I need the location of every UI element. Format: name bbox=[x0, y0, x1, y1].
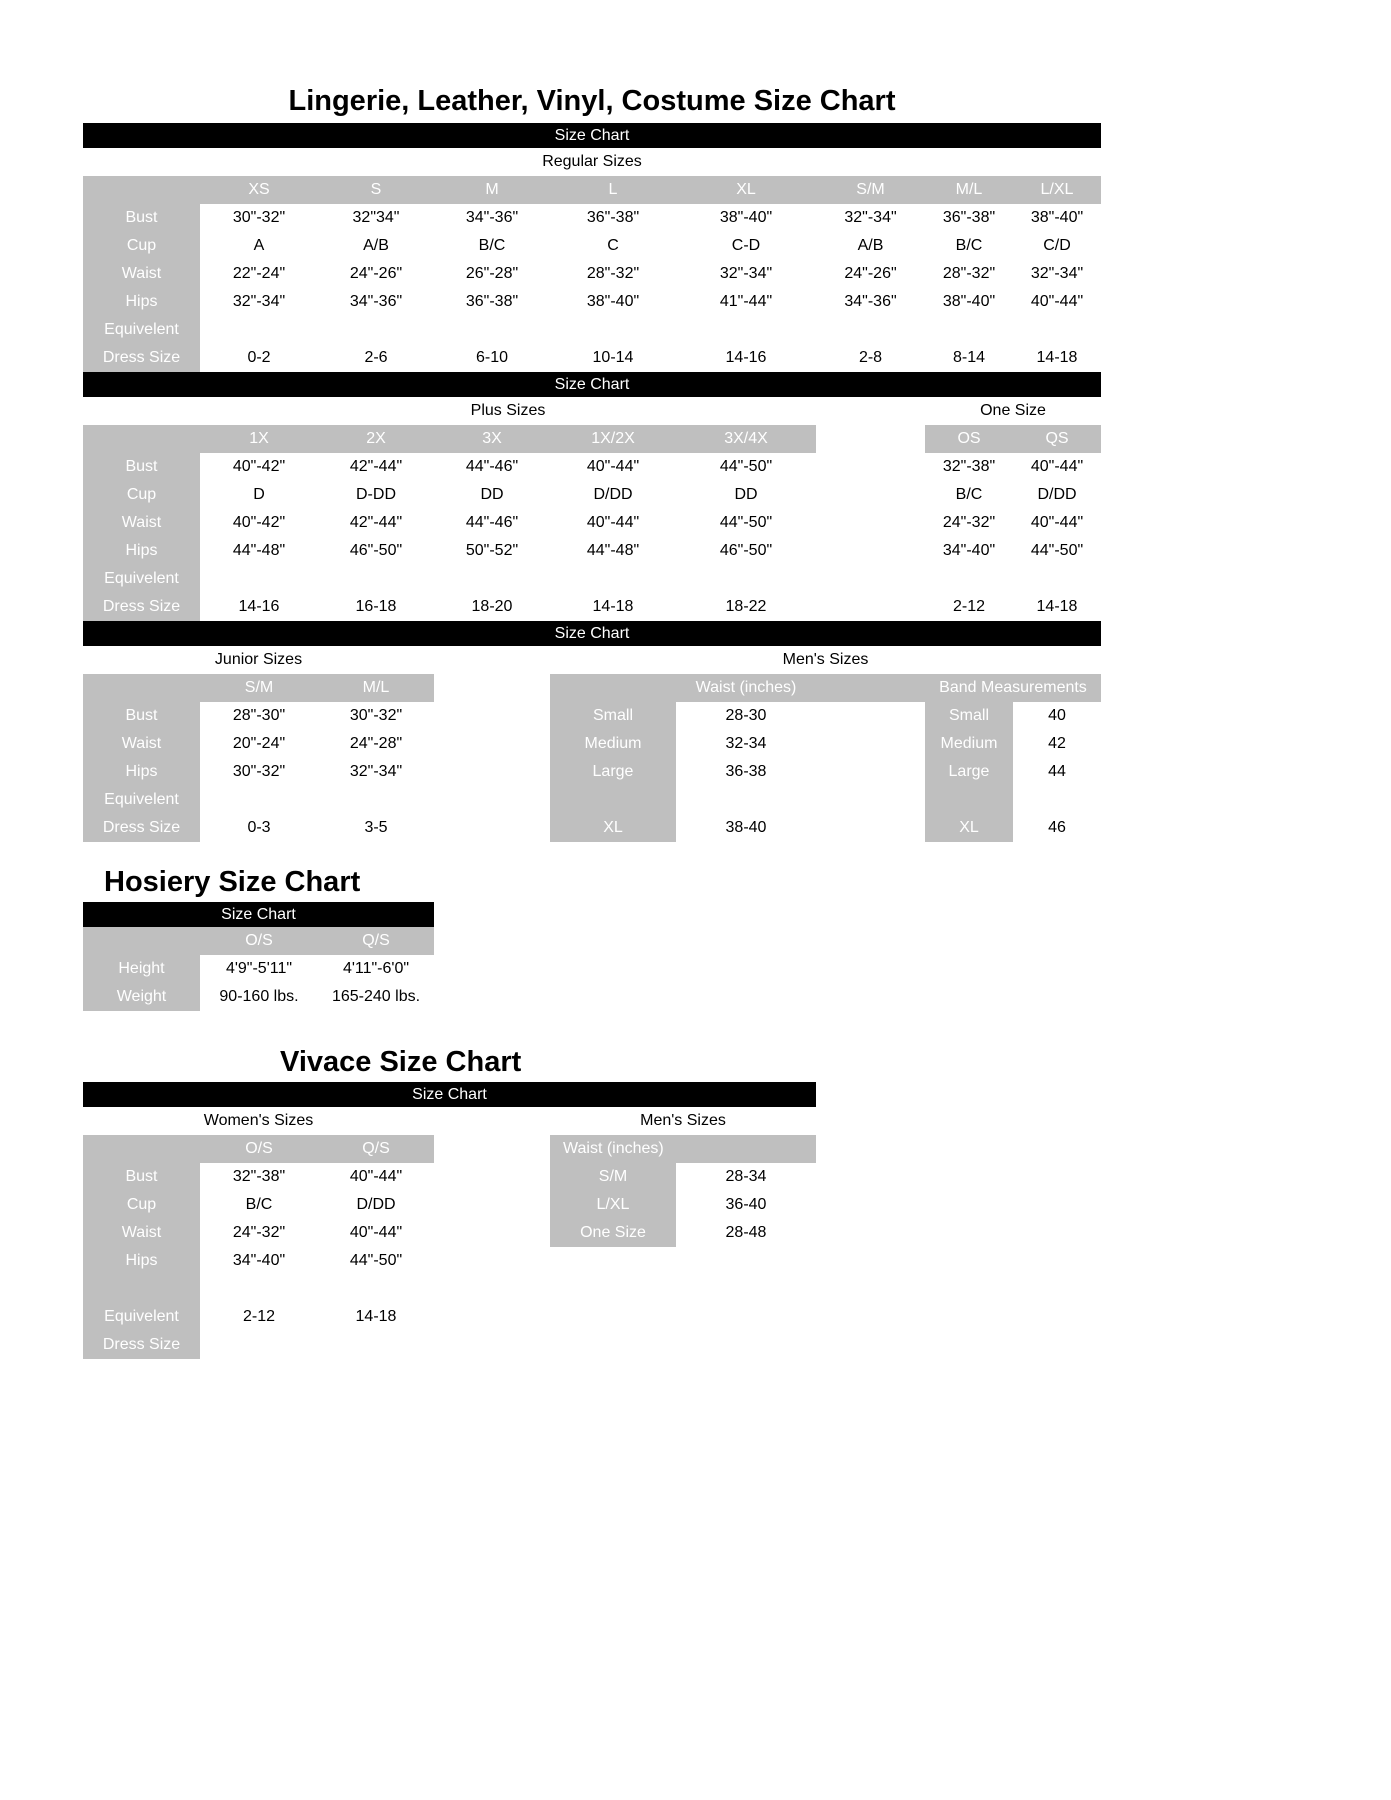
size-cell: 14-18 bbox=[1036, 349, 1078, 366]
size-cell: 36"-38" bbox=[465, 293, 519, 310]
row-label: Hips bbox=[83, 1247, 200, 1275]
group-label-junior: Junior Sizes bbox=[214, 651, 303, 668]
size-cell: D/DD bbox=[356, 1196, 396, 1213]
row-label: Weight bbox=[83, 983, 200, 1011]
size-cell: 34"-36" bbox=[349, 293, 403, 310]
size-cell: 40 bbox=[1048, 707, 1066, 724]
col-header: XS bbox=[200, 176, 318, 204]
size-cell: 14-16 bbox=[238, 598, 280, 615]
size-cell: 24"-26" bbox=[349, 265, 403, 282]
row-label: Large bbox=[550, 758, 676, 786]
size-cell: 42"-44" bbox=[349, 514, 403, 531]
junior-bust-mens-small-row bbox=[83, 702, 1391, 730]
size-cell: 34"-36" bbox=[465, 209, 519, 226]
size-cell: 0-2 bbox=[247, 349, 271, 366]
size-cell: B/C bbox=[955, 237, 983, 254]
size-cell: 32"-34" bbox=[844, 209, 897, 226]
size-cell: 44"-46" bbox=[465, 514, 519, 531]
spacer bbox=[816, 453, 925, 481]
row-label-dress-size: Equivelent Dress Size bbox=[83, 786, 200, 842]
size-cell: 36"-38" bbox=[942, 209, 996, 226]
size-cell: 4'9"-5'11" bbox=[225, 960, 293, 977]
size-cell: 8-14 bbox=[952, 349, 986, 366]
col-header: O/S bbox=[200, 927, 318, 955]
spacer bbox=[816, 537, 925, 565]
spacer bbox=[83, 397, 200, 425]
page-title: Lingerie, Leather, Vinyl, Costume Size Chart bbox=[288, 85, 896, 117]
size-chart-bar: Size Chart bbox=[83, 123, 1101, 148]
spacer bbox=[434, 1107, 550, 1135]
size-cell: D bbox=[253, 486, 265, 503]
group-label-row bbox=[83, 148, 1391, 176]
spacer bbox=[816, 786, 925, 842]
row-label: Medium bbox=[925, 730, 1013, 758]
row-label: Bust bbox=[83, 204, 200, 232]
size-chart-bar: Size Chart bbox=[83, 1082, 816, 1107]
row-label: Small bbox=[925, 702, 1013, 730]
group-label-mens: Men's Sizes bbox=[782, 651, 869, 668]
row-label: L/XL bbox=[550, 1191, 676, 1219]
size-cell: 32"-34" bbox=[1030, 265, 1084, 282]
corner-cell bbox=[550, 674, 676, 702]
size-cell: D/DD bbox=[1037, 486, 1077, 503]
size-cell: 24"-26" bbox=[844, 265, 897, 282]
group-label-mens: Men's Sizes bbox=[640, 1112, 726, 1129]
col-header: M bbox=[434, 176, 550, 204]
size-cell: 14-18 bbox=[592, 598, 634, 615]
spacer bbox=[434, 786, 550, 842]
col-header: M/L bbox=[318, 674, 434, 702]
group-label-womens: Women's Sizes bbox=[203, 1112, 314, 1129]
spacer bbox=[816, 397, 925, 425]
row-label: Large bbox=[925, 758, 1013, 786]
hosiery-height-row bbox=[83, 955, 1391, 983]
junior-dress-mens-xl-row bbox=[83, 786, 1391, 842]
size-cell: 46 bbox=[1048, 819, 1066, 836]
row-label: Waist bbox=[83, 509, 200, 537]
vivace-hips-row bbox=[83, 1247, 1391, 1275]
size-cell: 0-3 bbox=[247, 819, 271, 836]
regular-bust-row bbox=[83, 204, 1391, 232]
col-header: S/M bbox=[816, 176, 925, 204]
size-chart-bar: Size Chart bbox=[83, 902, 434, 927]
regular-waist-row bbox=[83, 260, 1391, 288]
size-cell: 2-12 bbox=[242, 1308, 276, 1325]
col-header: Q/S bbox=[318, 927, 434, 955]
row-label: Hips bbox=[83, 537, 200, 565]
vivace-dress-size-row bbox=[83, 1303, 1391, 1359]
hosiery-header-row bbox=[83, 927, 1391, 955]
size-cell: 28-48 bbox=[725, 1224, 767, 1241]
row-label: XL bbox=[925, 786, 1013, 842]
spacer bbox=[816, 565, 925, 621]
col-header: XL bbox=[676, 176, 816, 204]
size-cell: D/DD bbox=[593, 486, 633, 503]
row-label: S/M bbox=[550, 1163, 676, 1191]
col-header: 3X bbox=[434, 425, 550, 453]
vivace-blank-row bbox=[83, 1275, 1391, 1303]
size-cell: 44 bbox=[1048, 763, 1066, 780]
size-cell: 28"-32" bbox=[586, 265, 640, 282]
size-cell: 30"-32" bbox=[349, 707, 403, 724]
group-label-one-size: One Size bbox=[980, 402, 1046, 419]
corner-cell bbox=[83, 674, 200, 702]
size-cell: 40"-44" bbox=[1030, 514, 1084, 531]
size-cell: 38"-40" bbox=[1030, 209, 1084, 226]
size-cell: 40"-44" bbox=[1030, 293, 1084, 310]
col-header: QS bbox=[1013, 425, 1101, 453]
spacer bbox=[434, 702, 550, 730]
col-header: 1X/2X bbox=[550, 425, 676, 453]
size-cell: 10-14 bbox=[592, 349, 634, 366]
size-cell: 46"-50" bbox=[349, 542, 403, 559]
spacer bbox=[816, 481, 925, 509]
size-cell: 41"-44" bbox=[719, 293, 773, 310]
size-cell: 32"-38" bbox=[942, 458, 996, 475]
size-cell: 20"-24" bbox=[232, 735, 286, 752]
vivace-bust-row bbox=[83, 1163, 1391, 1191]
plus-bust-row bbox=[83, 453, 1391, 481]
size-cell: 28-30 bbox=[725, 707, 767, 724]
size-cell: 165-240 lbs. bbox=[331, 988, 421, 1005]
size-cell: 46"-50" bbox=[719, 542, 773, 559]
size-cell: 44"-50" bbox=[719, 458, 773, 475]
row-label: Hips bbox=[83, 758, 200, 786]
size-cell: 44"-46" bbox=[465, 458, 519, 475]
corner-cell bbox=[816, 674, 925, 702]
junior-waist-mens-medium-row bbox=[83, 730, 1391, 758]
size-cell: 44"-50" bbox=[1030, 542, 1084, 559]
size-cell: 16-18 bbox=[355, 598, 397, 615]
size-cell: 18-22 bbox=[725, 598, 767, 615]
row-label-dress-size: Equivelent Dress Size bbox=[83, 565, 200, 621]
spacer bbox=[816, 509, 925, 537]
row-label: Height bbox=[83, 955, 200, 983]
spacer bbox=[434, 674, 550, 702]
size-cell: 40"-42" bbox=[232, 458, 286, 475]
size-cell: 40"-44" bbox=[349, 1224, 403, 1241]
spacer bbox=[434, 1163, 550, 1191]
size-cell: 32"-38" bbox=[232, 1168, 286, 1185]
size-cell: 38"-40" bbox=[719, 209, 773, 226]
spacer bbox=[816, 425, 925, 453]
regular-header-row bbox=[83, 176, 1391, 204]
size-cell: 32"-34" bbox=[232, 293, 286, 310]
size-cell: 90-160 lbs. bbox=[219, 988, 299, 1005]
plus-header-row bbox=[83, 425, 1391, 453]
size-cell: 32-34 bbox=[725, 735, 767, 752]
size-cell: 40"-44" bbox=[1030, 458, 1084, 475]
corner-cell bbox=[83, 927, 200, 955]
size-cell: 40"-42" bbox=[232, 514, 286, 531]
vivace-header-row bbox=[83, 1135, 1391, 1163]
spacer bbox=[434, 1135, 550, 1163]
size-cell: 50"-52" bbox=[465, 542, 519, 559]
col-header-band-measurements: Band Measurements bbox=[925, 674, 1101, 702]
group-label-row bbox=[83, 397, 1391, 425]
corner-cell bbox=[83, 176, 200, 204]
size-cell: 6-10 bbox=[475, 349, 509, 366]
size-cell: 34"-40" bbox=[942, 542, 996, 559]
size-cell: A/B bbox=[857, 237, 884, 254]
row-label: Waist bbox=[83, 260, 200, 288]
size-cell: 2-12 bbox=[952, 598, 986, 615]
size-cell: A/B bbox=[363, 237, 389, 254]
row-label: Cup bbox=[83, 232, 200, 260]
size-cell: 40"-44" bbox=[586, 458, 640, 475]
col-header: 1X bbox=[200, 425, 318, 453]
size-cell: 28-34 bbox=[725, 1168, 767, 1185]
size-cell: 30"-32" bbox=[232, 209, 286, 226]
size-cell: DD bbox=[480, 486, 504, 503]
size-chart-bar: Size Chart bbox=[83, 372, 1101, 397]
spacer bbox=[434, 646, 550, 674]
row-label: XL bbox=[550, 786, 676, 842]
size-cell: 40"-44" bbox=[586, 514, 640, 531]
vivace-title: Vivace Size Chart bbox=[280, 1046, 522, 1078]
size-cell: 24"-28" bbox=[349, 735, 403, 752]
col-header-waist-inches: Waist (inches) bbox=[676, 674, 816, 702]
col-header: M/L bbox=[925, 176, 1013, 204]
col-header: Q/S bbox=[318, 1135, 434, 1163]
size-cell: A bbox=[253, 237, 265, 254]
size-cell: 4'11"-6'0" bbox=[342, 960, 410, 977]
col-header: L/XL bbox=[1013, 176, 1101, 204]
row-label: Bust bbox=[83, 702, 200, 730]
col-header-waist-inches: Waist (inches) bbox=[550, 1135, 816, 1163]
size-cell: 36-40 bbox=[725, 1196, 767, 1213]
col-header: S bbox=[318, 176, 434, 204]
size-cell: 44"-48" bbox=[586, 542, 640, 559]
size-cell: 42"-44" bbox=[349, 458, 403, 475]
group-label-regular: Regular Sizes bbox=[542, 153, 642, 170]
vivace-waist-row bbox=[83, 1219, 1391, 1247]
row-label-dress-size: Equivelent Dress Size bbox=[83, 1303, 200, 1359]
size-cell: 38"-40" bbox=[586, 293, 640, 310]
row-label: Cup bbox=[83, 481, 200, 509]
size-cell: 30"-32" bbox=[232, 763, 286, 780]
spacer bbox=[434, 1191, 550, 1219]
size-cell: 44"-48" bbox=[232, 542, 286, 559]
size-cell: 36-38 bbox=[725, 763, 767, 780]
spacer bbox=[816, 702, 925, 730]
size-cell: C bbox=[607, 237, 619, 254]
size-cell: 38"-40" bbox=[942, 293, 996, 310]
size-cell: 22"-24" bbox=[232, 265, 286, 282]
regular-cup-row bbox=[83, 232, 1391, 260]
size-cell: 3-5 bbox=[364, 819, 388, 836]
size-chart-bar: Size Chart bbox=[83, 621, 1101, 646]
size-cell: B/C bbox=[955, 486, 983, 503]
plus-cup-row bbox=[83, 481, 1391, 509]
size-cell: 28"-30" bbox=[232, 707, 286, 724]
regular-dress-size-row bbox=[83, 316, 1391, 372]
size-cell: 44"-50" bbox=[719, 514, 773, 531]
size-cell: 14-16 bbox=[725, 349, 767, 366]
size-cell: C-D bbox=[731, 237, 761, 254]
col-header: L bbox=[550, 176, 676, 204]
plus-dress-size-row bbox=[83, 565, 1391, 621]
size-cell: 2-8 bbox=[858, 349, 883, 366]
row-label: Small bbox=[550, 702, 676, 730]
size-cell: 32"-34" bbox=[349, 763, 403, 780]
col-header: 2X bbox=[318, 425, 434, 453]
size-cell: 42 bbox=[1048, 735, 1066, 752]
col-header: S/M bbox=[200, 674, 318, 702]
junior-mens-header-row bbox=[83, 674, 1391, 702]
size-cell: 24"-32" bbox=[232, 1224, 286, 1241]
row-label: Cup bbox=[83, 1191, 200, 1219]
spacer bbox=[434, 730, 550, 758]
hosiery-weight-row bbox=[83, 983, 1391, 1011]
size-cell: 18-20 bbox=[471, 598, 513, 615]
corner-cell bbox=[83, 1135, 200, 1163]
col-header: O/S bbox=[200, 1135, 318, 1163]
row-label: Bust bbox=[83, 1163, 200, 1191]
size-cell: 36"-38" bbox=[586, 209, 640, 226]
junior-hips-mens-large-row bbox=[83, 758, 1391, 786]
plus-hips-row bbox=[83, 537, 1391, 565]
size-cell: D-DD bbox=[356, 486, 396, 503]
spacer bbox=[434, 758, 550, 786]
row-label: Medium bbox=[550, 730, 676, 758]
row-label: Waist bbox=[83, 1219, 200, 1247]
size-cell: 40"-44" bbox=[349, 1168, 403, 1185]
hosiery-title: Hosiery Size Chart bbox=[104, 866, 361, 898]
size-cell: 32"-34" bbox=[719, 265, 773, 282]
regular-hips-row bbox=[83, 288, 1391, 316]
row-label-blank bbox=[83, 1275, 200, 1303]
size-cell: 32"34" bbox=[352, 209, 400, 226]
row-label: Hips bbox=[83, 288, 200, 316]
size-cell: 28"-32" bbox=[942, 265, 996, 282]
size-cell: C/D bbox=[1043, 237, 1071, 254]
size-cell: DD bbox=[734, 486, 758, 503]
row-label: Bust bbox=[83, 453, 200, 481]
group-label-plus: Plus Sizes bbox=[470, 402, 546, 419]
row-label-dress-size: Equivelent Dress Size bbox=[83, 316, 200, 372]
size-cell: 38-40 bbox=[725, 819, 767, 836]
spacer bbox=[434, 1219, 550, 1247]
size-cell: B/C bbox=[478, 237, 506, 254]
size-cell: 14-18 bbox=[1036, 598, 1078, 615]
col-header: OS bbox=[925, 425, 1013, 453]
group-label-row bbox=[83, 646, 1391, 674]
col-header: 3X/4X bbox=[676, 425, 816, 453]
size-cell: 44"-50" bbox=[349, 1252, 403, 1269]
size-cell: 34"-36" bbox=[844, 293, 897, 310]
row-label: Waist bbox=[83, 730, 200, 758]
corner-cell bbox=[83, 425, 200, 453]
spacer bbox=[816, 758, 925, 786]
plus-waist-row bbox=[83, 509, 1391, 537]
row-label: One Size bbox=[550, 1219, 676, 1247]
vivace-cup-row bbox=[83, 1191, 1391, 1219]
group-label-row bbox=[83, 1107, 1391, 1135]
size-cell: B/C bbox=[245, 1196, 273, 1213]
size-cell: 26"-28" bbox=[465, 265, 519, 282]
spacer bbox=[816, 730, 925, 758]
size-cell: 34"-40" bbox=[232, 1252, 286, 1269]
size-cell: 14-18 bbox=[355, 1308, 397, 1325]
size-cell: 24"-32" bbox=[942, 514, 996, 531]
size-cell: 2-6 bbox=[364, 349, 388, 366]
